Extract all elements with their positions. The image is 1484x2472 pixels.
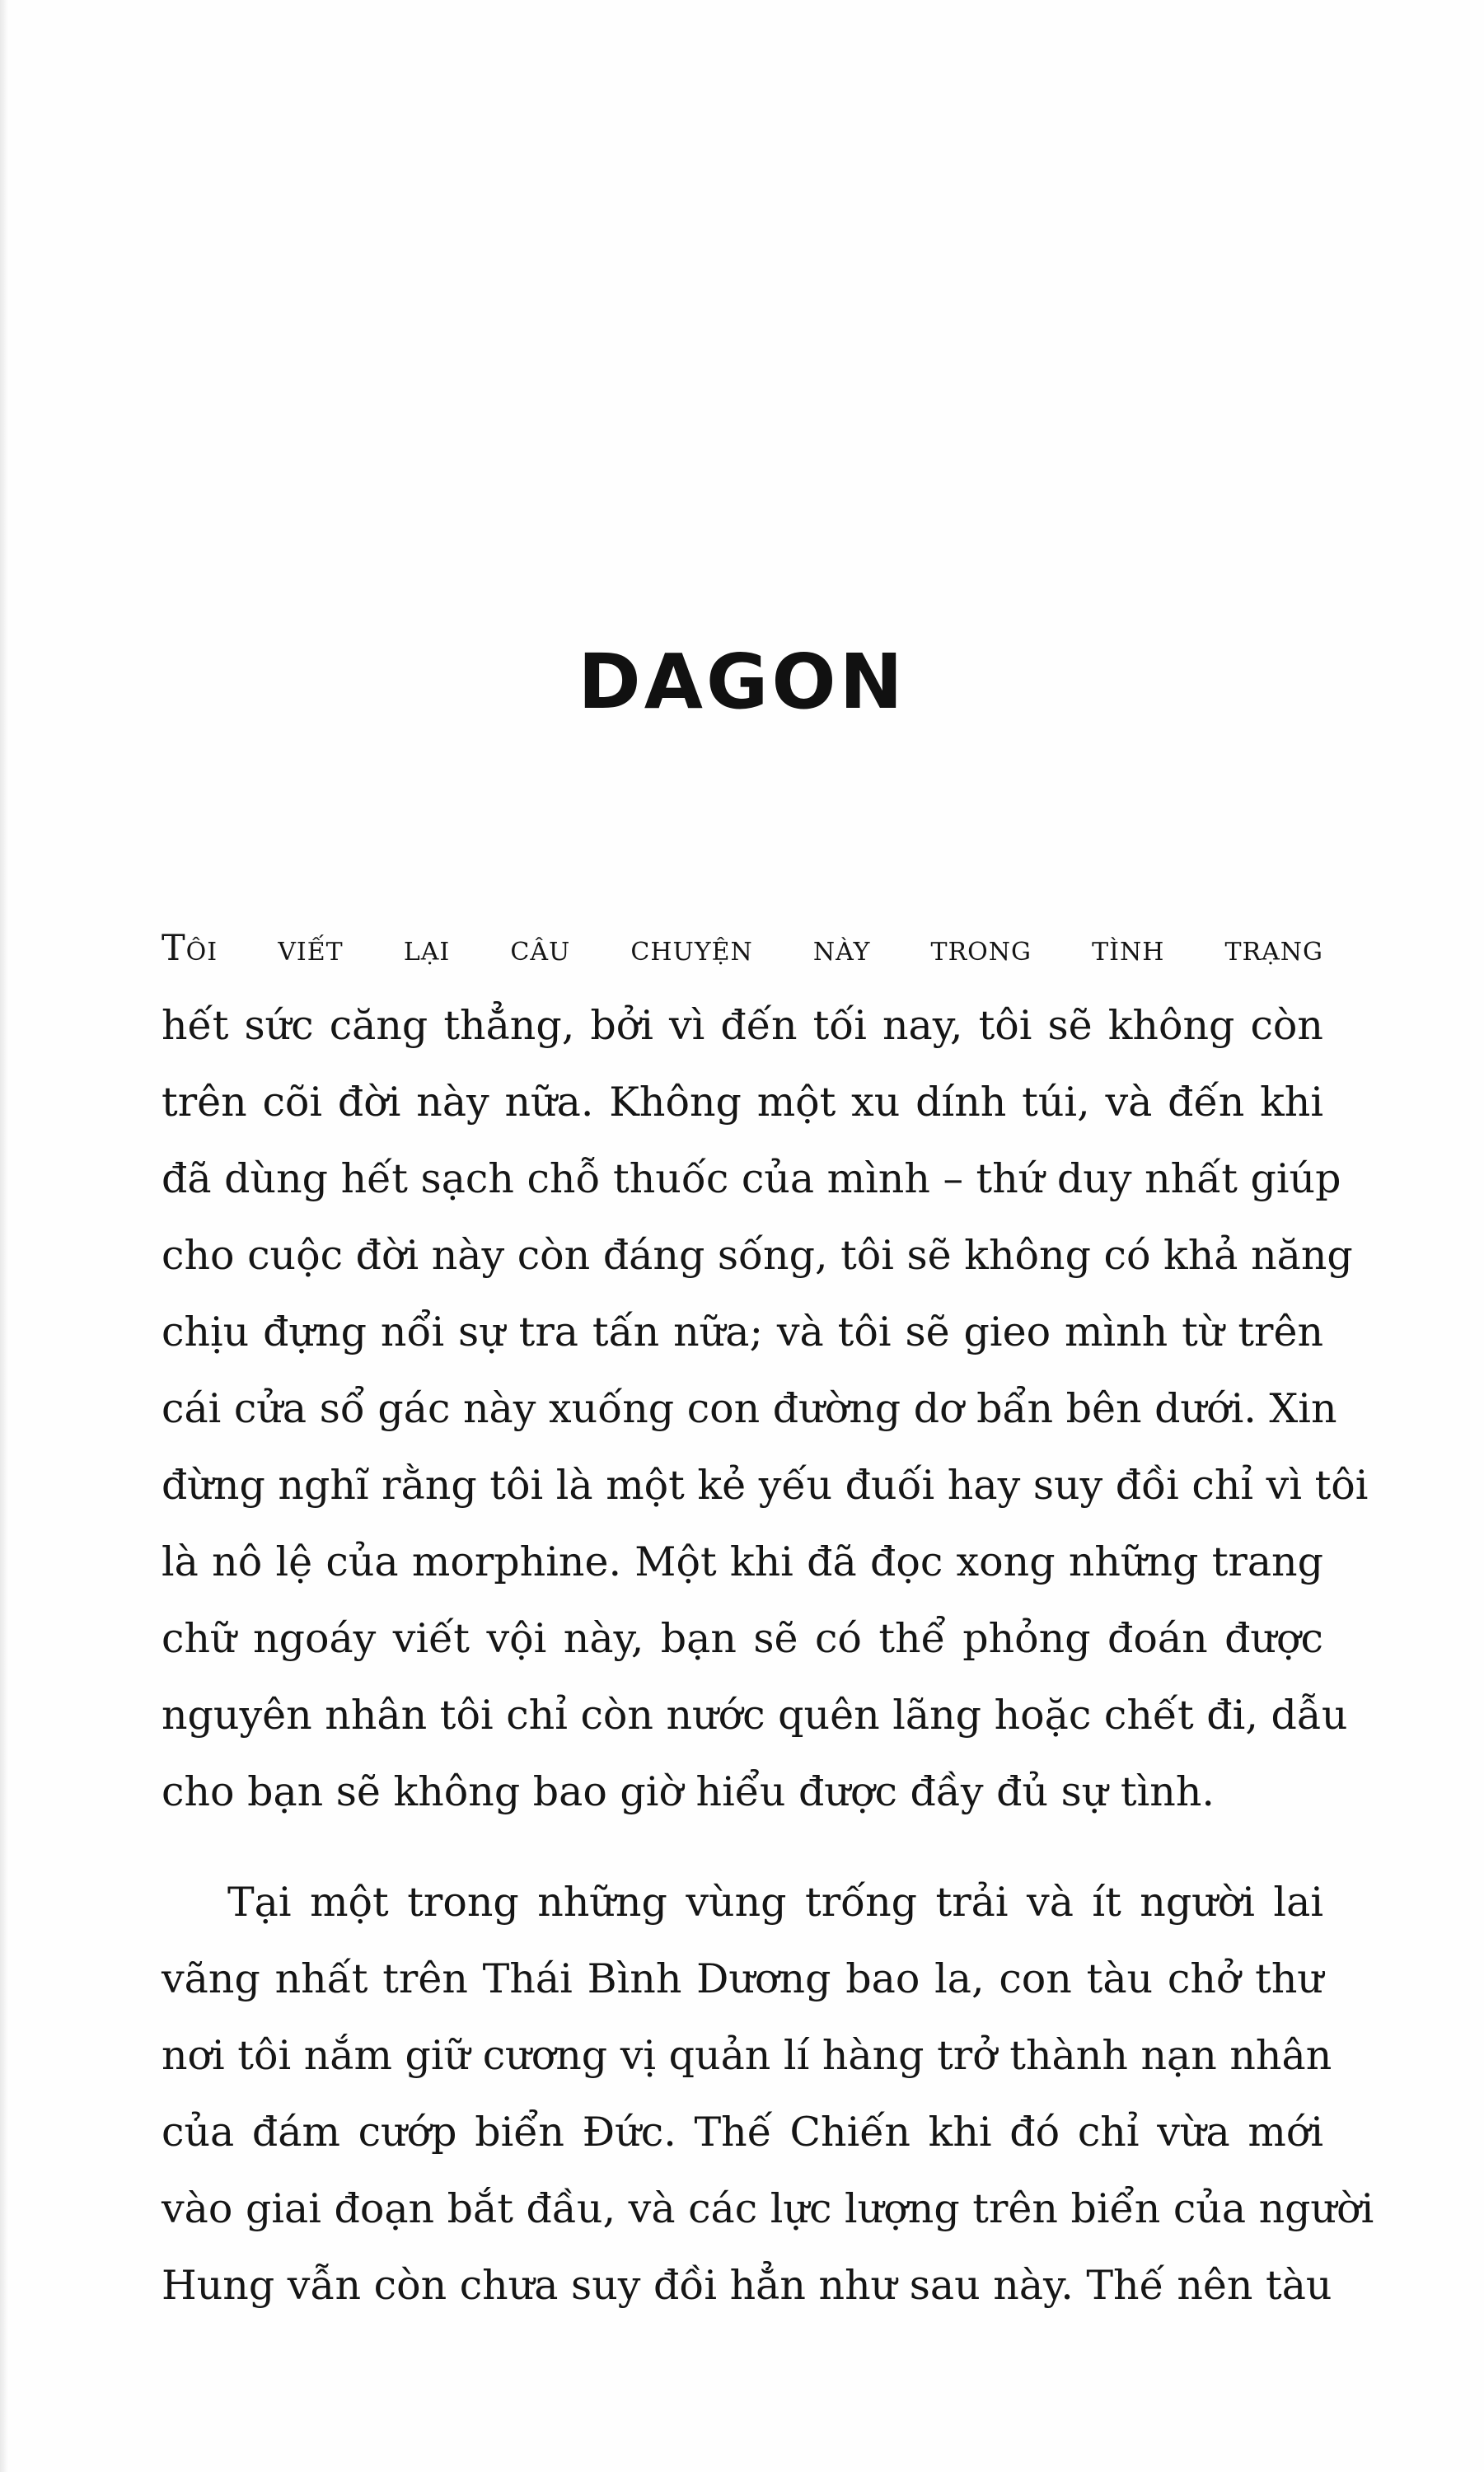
text-line: cái cửa sổ gác này xuống con đường dơ bẩn bên dưới. Xin bbox=[162, 1385, 1337, 1432]
text-line: là nô lệ của morphine. Một khi đã đọc xong những trang bbox=[162, 1538, 1323, 1585]
text-line: nơi tôi nắm giữ cương vị quản lí hàng trở thành nạn nhân bbox=[162, 2032, 1332, 2079]
text-line: cho bạn sẽ không bao giờ hiểu được đầy đủ sự tình. bbox=[162, 1768, 1215, 1815]
paragraph-2 bbox=[162, 1864, 1374, 2324]
text-line: của đám cướp biển Đức. Thế Chiến khi đó chỉ vừa mới bbox=[162, 2109, 1323, 2156]
text-line: đừng nghĩ rằng tôi là một kẻ yếu đuối hay suy đồi chỉ vì tôi bbox=[162, 1462, 1369, 1509]
text-line: chịu đựng nổi sự tra tấn nữa; và tôi sẽ gieo mình từ trên bbox=[162, 1309, 1323, 1355]
text-line: trên cõi đời này nữa. Không một xu dính túi, và đến khi bbox=[162, 1079, 1323, 1126]
page-gutter-shadow bbox=[0, 0, 8, 2472]
text-line: hết sức căng thẳng, bởi vì đến tối nay, tôi sẽ không còn bbox=[162, 1002, 1323, 1049]
text-line: Tại một trong những vùng trống trải và ít người lai bbox=[227, 1879, 1323, 1926]
text-line: chữ ngoáy viết vội này, bạn sẽ có thể phỏng đoán được bbox=[162, 1615, 1323, 1662]
text-line: nguyên nhân tôi chỉ còn nước quên lãng hoặc chết đi, dẫu bbox=[162, 1692, 1348, 1739]
text-line: cho cuộc đời này còn đáng sống, tôi sẽ không có khả năng bbox=[162, 1232, 1353, 1279]
text-line: vào giai đoạn bắt đầu, và các lực lượng trên biển của người bbox=[162, 2185, 1374, 2232]
text-line: Tôi viết lại câu chuyện này trong tình trạng bbox=[162, 928, 1323, 969]
text-line: vãng nhất trên Thái Bình Dương bao la, con tàu chở thư bbox=[162, 1955, 1323, 2002]
chapter-title: DAGON bbox=[578, 637, 906, 726]
paragraph-1 bbox=[162, 911, 1369, 1830]
text-line: Hung vẫn còn chưa suy đồi hẳn như sau này. Thế nên tàu bbox=[162, 2262, 1332, 2309]
text-line: đã dùng hết sạch chỗ thuốc của mình – thứ duy nhất giúp bbox=[162, 1155, 1341, 1202]
